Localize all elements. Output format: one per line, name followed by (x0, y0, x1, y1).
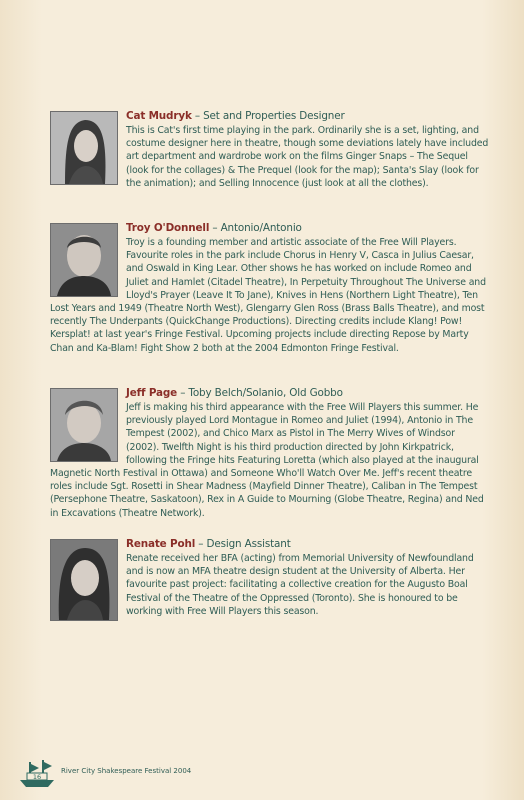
ship-logo-icon (18, 758, 56, 788)
portrait-image (51, 112, 117, 184)
portrait-image (51, 540, 117, 620)
bio-name: Jeff Page (126, 387, 178, 399)
bio-text: Jeff is making his third appearance with the Free Will Players this summer. He previously played Lord Montague in Romeo and Juliet (1994), Antonio in The Tempest (2002), and Chico Marx as Pistol in The Merry Wives of Windsor (2002). Twelfth Night is his third production directed by John Kirkpatrick, following the Fringe hits Featuring Loretta (which also played at the inaugural Magnetic North Festival in Ottawa) and Someone Who'll Watch Over Me. Jeff's recent theatre roles include Sgt. Rosetti in Shear Madness (Mayfield Dinner Theatre), Caliban in The Tempest (Persephone Theatre, Saskatoon), Rex in A Guide to Mourning (Globe Theatre, Regina) and Ned in Excavations (Theatre Network). (50, 402, 484, 519)
bio-text: Troy is a founding member and artistic associate of the Free Will Players. Favourite roles in the park include Chorus in Henry V, Casca in Julius Caesar, and Oswald in King Lear. Other shows he has worked on include Romeo and Juliet and Hamlet (Citadel Theatre), In Perpetuity Throughout The Universe and Lloyd's Prayer (Leave It To Jane), Knives in Hens (Northern Light Theatre), Ten Lost Years and 1949 (Theatre North West), Glengarry Glen Ross (Brass Balls Theatre), and most recently The Underpants (QuickChange Productions). Directing credits include Klang! Pow! Kersplat! at last year's Fringe Festival. Upcoming projects include directing Repose by Marty Chan and Ka-Blam! Fight Show 2 both at the 2004 Edmonton Fringe Festival. (50, 237, 486, 354)
bio-jeff-page (50, 386, 490, 520)
page-number: 16 (32, 773, 42, 781)
portrait-image (51, 224, 117, 296)
footer-text: River City Shakespeare Festival 2004 (61, 767, 192, 775)
bio-troy-odonnell (50, 221, 490, 355)
bio-name: Renate Pohl (126, 538, 196, 550)
headshot-photo (50, 388, 118, 462)
bio-name: Troy O'Donnell (126, 222, 210, 234)
headshot-photo (50, 539, 118, 621)
bio-role: – Set and Properties Designer (191, 110, 345, 122)
bio-renate-pohl (50, 537, 490, 623)
headshot-photo (50, 223, 118, 297)
bio-text: This is Cat's first time playing in the park. Ordinarily she is a set, lighting, and costume designer here in theatre, though some deviations lately have included art department and wardrobe work on the films Ginger Snaps – The Sequel (look for the collages) & The Prequel (look for the map); Santa's Slay (look for the animation); and Selling Innocence (just look at all the clothes). (126, 125, 489, 189)
bio-cat-mudryk (50, 109, 490, 190)
bio-role: – Antonio/Antonio (209, 222, 302, 234)
portrait-image (51, 389, 117, 461)
bio-text: Renate received her BFA (acting) from Memorial University of Newfoundland and is now an MFA theatre design student at the University of Alberta. Her favourite past project: facilitating a collective creation for the Augusto Boal Festival of the Theatre of the Oppressed (Toronto). She is honoured to be working with Free Will Players this season. (126, 553, 474, 617)
page-footer (18, 758, 218, 788)
bio-role: – Design Assistant (195, 538, 291, 550)
headshot-photo (50, 111, 118, 185)
bio-role: – Toby Belch/Solanio, Old Gobbo (177, 387, 343, 399)
bio-name: Cat Mudryk (126, 110, 192, 122)
